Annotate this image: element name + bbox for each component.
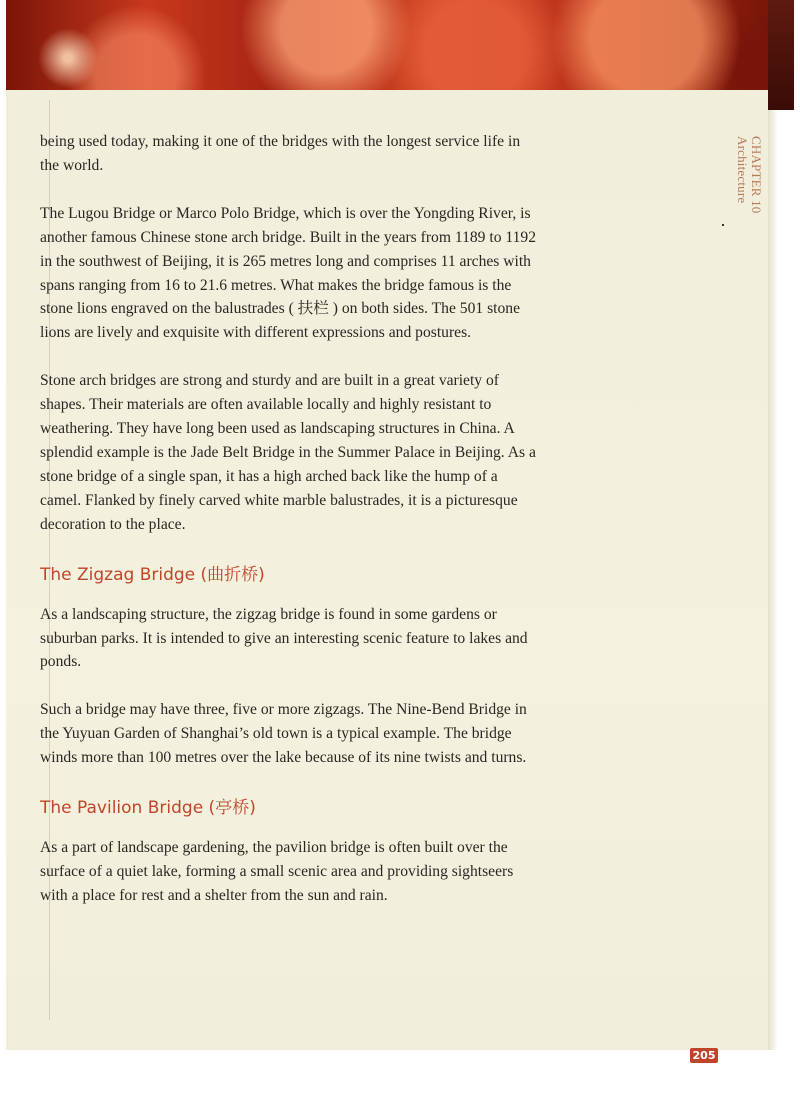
page-number-badge: 205 [690,1048,718,1063]
paragraph: Such a bridge may have three, five or more zigzags. The Nine-Bend Bridge in the Yuyuan Garden of Shanghai’s old town is a typical example. The bridge winds more than 100 metres over the lake because of its nine twists and turns. [40,701,527,767]
page-content [40,130,540,908]
banner-edge [768,0,794,110]
section-heading-pavilion: The Pavilion Bridge (亭桥) [40,798,256,819]
paragraph: being used today, making it one of the bridges with the longest service life in the world. [40,133,521,174]
chapter-subtitle: Architecture [735,136,750,204]
chapter-side-label [735,136,763,213]
section-heading-zigzag: The Zigzag Bridge (曲折桥) [40,564,265,585]
paragraph: As a part of landscape gardening, the pavilion bridge is often built over the surface of a quiet lake, forming a small scenic area and providing sightseers with a place for rest and a shelter from the sun and rain. [40,839,514,904]
paragraph: The Lugou Bridge or Marco Polo Bridge, which is over the Yongding River, is another famous Chinese stone arch bridge. Built in the years from 1189 to 1192 in the southwest of Beijing, it is 265 metres long and comprises 11 arches with spans ranging from 16 to 21.6 metres. What makes the bridge famous is the stone lions engraved on the balustrades ( 扶栏 ) on both sides. The 501 stone lions are lively and exquisite with different expressions and postures. [40,204,536,342]
page-edge [768,110,778,1050]
decorative-lantern-banner [6,0,794,92]
paragraph: As a landscaping structure, the zigzag bridge is found in some gardens or suburban parks. It is intended to give an interesting scenic feature to lakes and ponds. [40,605,528,671]
chapter-label: CHAPTER 10 [749,136,764,214]
scan-speck [722,224,724,226]
paragraph: Stone arch bridges are strong and sturdy and are built in a great variety of shapes. Their materials are often available locally and highly resistant to weathering. They have long been used as landscaping structures in China. A splendid example is the Jade Belt Bridge in the Summer Palace in Beijing. As a stone bridge of a single span, it has a high arched back like the hump of a camel. Flanked by finely carved white marble balustrades, it is a picturesque decoration to the place. [40,372,536,533]
